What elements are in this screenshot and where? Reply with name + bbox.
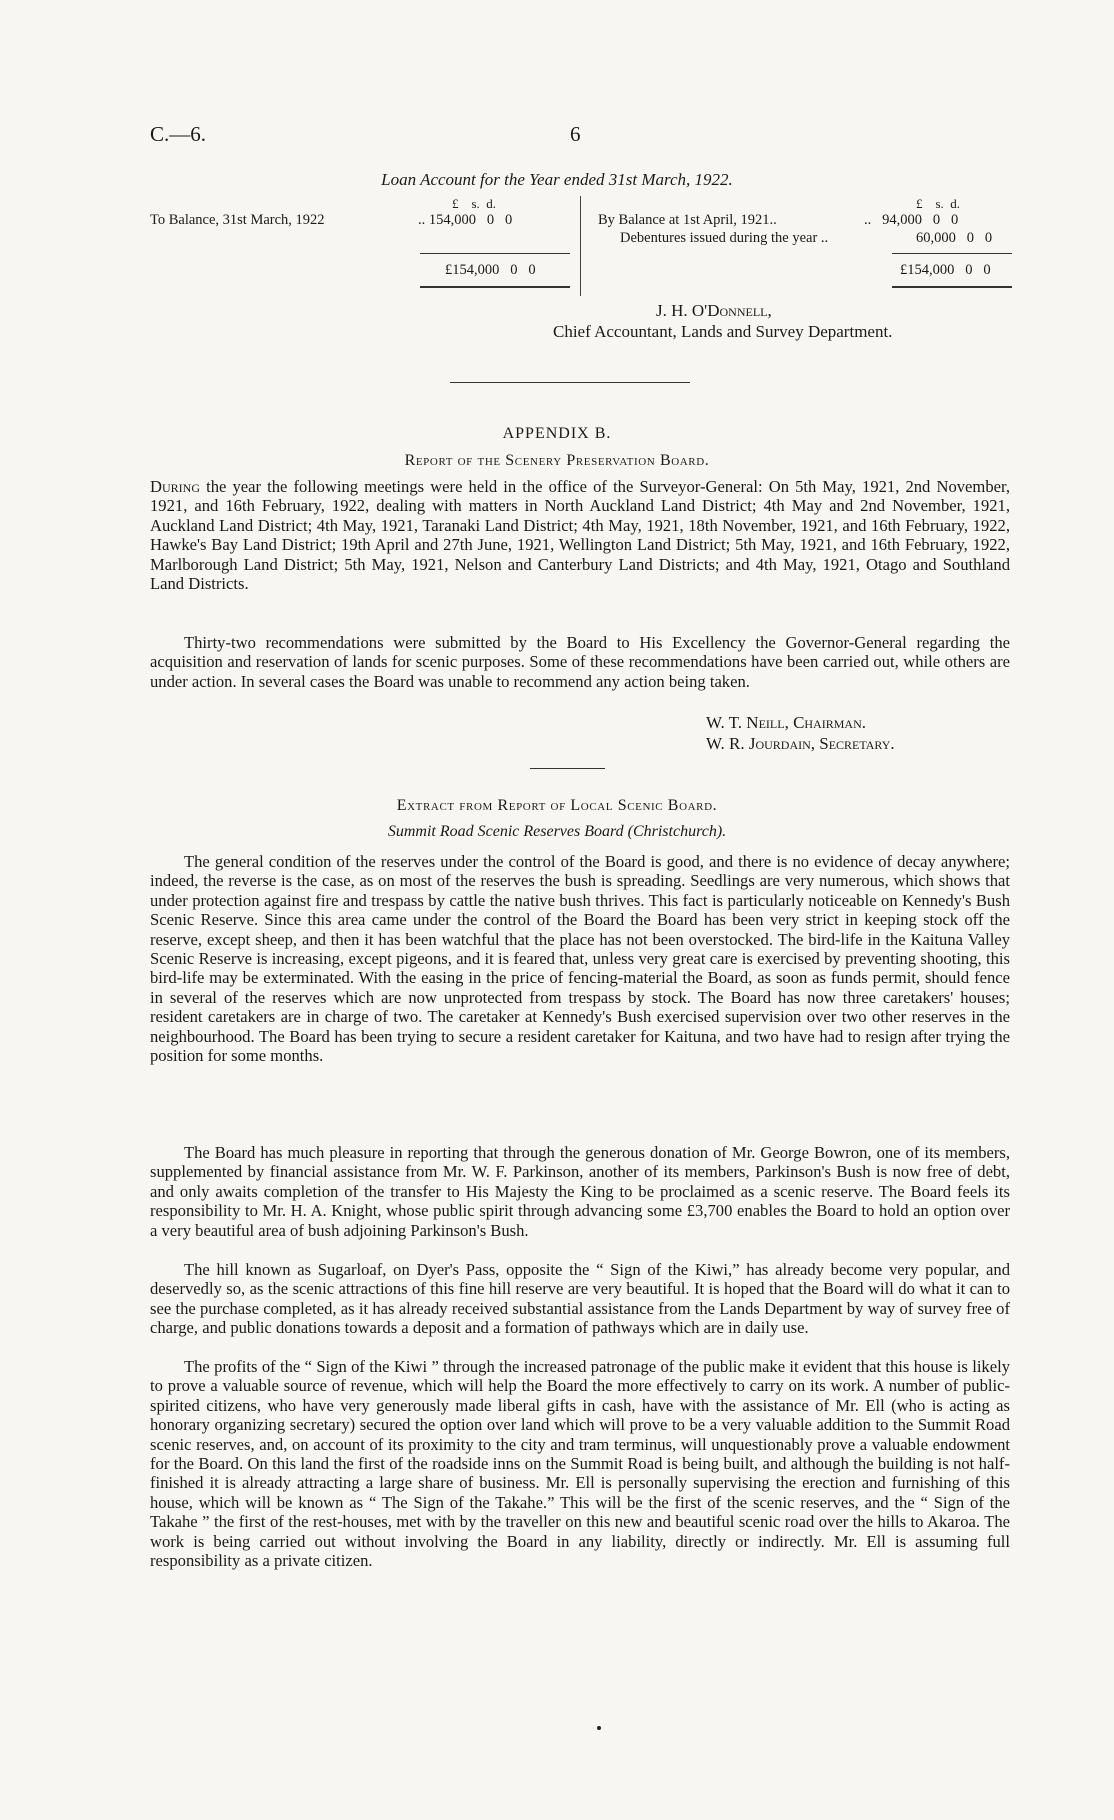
account-divider <box>580 196 581 296</box>
extract-subheading: Summit Road Scenic Reserves Board (Christchurch). <box>387 823 727 840</box>
left-entry-amount: .. 154,000 0 0 <box>418 212 513 228</box>
appendix-heading: APPENDIX B. <box>502 425 612 442</box>
right-entry-label-1: By Balance at 1st April, 1921.. <box>598 212 777 228</box>
page-number: 6 <box>570 122 581 146</box>
page-header <box>150 122 964 152</box>
chairman-signature: W. T. Neill, Chairman. <box>706 713 866 732</box>
extract-paragraph-1: The general condition of the reserves under the control of the Board is good, and there is no evidence of decay anywhere; indeed, the reverse is the case, as on most of the reserves the bush is spreading. Seedlings are very numerous, which shows that under protection against fire and trespass by cattle the native bush thrives. This fact is particularly noticeable on Kennedy's Bush Scenic Reserve. Since this area came under the control of the Board the Board has been very strict in keeping stock off the reserve, except sheep, and then it has been watchful that the place has not been overstocked. The bird-life in the Kaituna Valley Scenic Reserve is increasing, except pigeons, and it is feared that, unless very great care is exercised by preventing shooting, this bird-life may be exterminated. With the easing in the price of fencing-material the Board, as soon as funds permit, should fence in several of the reserves which are now unprotected from trespass by stock. The Board has now three caretakers' houses; resident caretakers are in charge of two. The caretaker at Kennedy's Bush exercised supervision over two other reserves in the neighbourhood. The Board has been trying to secure a resident caretaker for Kaituna, and two have had to resign after trying the position for some months. <box>150 852 1010 1066</box>
page-end-dot <box>597 1726 601 1730</box>
right-entry-label-2: Debentures issued during the year .. <box>620 230 829 246</box>
lead-word: During <box>150 477 200 496</box>
appendix-subheading: Report of the Scenery Preservation Board. <box>404 452 710 469</box>
right-subtotal-rule <box>892 253 1012 254</box>
section-divider-1 <box>450 382 690 383</box>
extract-paragraph-4: The profits of the “ Sign of the Kiwi ” through the increased patronage of the public make it evident that this house is likely to prove a valuable source of revenue, which will help the Board the more effectively to carry on its work. A number of public-spirited citizens, who have very generously made liberal gifts in cash, have with the assistance of Mr. Ell (who is acting as honorary organizing secretary) secured the option over land which will prove to be a very valuable addition to the Summit Road scenic reserves, and, on account of its proximity to the city and tram terminus, will unquestionably prove a valuable endowment for the Board. On this land the first of the roadside inns on the Summit Road is being built, and although the building is not half-finished it is already attracting a large share of business. Mr. Ell is personally supervising the erection and furnishing of this house, which will be known as “ The Sign of the Takahe.” This will be the first of the scenic reserves, and the “ Sign of the Takahe ” the first of the rest-houses, met with by the traveller on this new and beautiful scenic road over the hills to Akaroa. The work is being carried out without involving the Board in any liability, directly or indirectly. Mr. Ell is assuming full responsibility as a private citizen. <box>150 1357 1010 1571</box>
extract-paragraph-3: The hill known as Sugarloaf, on Dyer's Pass, opposite the “ Sign of the Kiwi,” has already become very popular, and deservedly so, as the scenic attractions of this fine hill reserve are very beautiful. It is hoped that the Board will do what it can to see the purchase completed, as it has already received substantial assistance from the Lands Department by way of survey free of charge, and public donations towards a deposit and a formation of pathways which are in daily use. <box>150 1260 1010 1338</box>
appendix-paragraph-1: During the year the following meetings were held in the office of the Surveyor-General: On 5th May, 1921, 2nd November, 1921, and 16th February, 1922, dealing with matters in North Auckland Land District; 4th May and 2nd November, 1921, Auckland Land District; 4th May, 1921, Taranaki Land District; 4th May, 1921, 18th November, 1921, and 16th February, 1922, Hawke's Bay Land District; 19th April and 27th June, 1921, Wellington Land District; 5th May, 1921, and 16th February, 1922, Marlborough Land District; 5th May, 1921, Nelson and Canterbury Land Districts; and 4th May, 1921, Otago and Southland Land Districts. <box>150 477 1010 594</box>
right-total: £154,000 0 0 <box>900 262 991 278</box>
right-entry-amount-2: 60,000 0 0 <box>916 230 993 246</box>
accountant-title: Chief Accountant, Lands and Survey Department. <box>553 322 893 341</box>
right-total-rule <box>892 286 1012 288</box>
secretary-signature: W. R. Jourdain, Secretary. <box>706 734 895 753</box>
appendix-paragraph-2: Thirty-two recommendations were submitted by the Board to His Excellency the Governor-General regarding the acquisition and reservation of lands for scenic purposes. Some of these recommendations have been carried out, while others are under action. In several cases the Board was unable to recommend any action being taken. <box>150 633 1010 691</box>
currency-header-left: £ s. d. <box>452 196 497 211</box>
section-divider-2 <box>530 768 605 769</box>
left-entry-label: To Balance, 31st March, 1922 <box>150 212 325 228</box>
left-total-rule <box>420 286 570 288</box>
currency-header-right: £ s. d. <box>916 196 961 211</box>
extract-heading: Extract from Report of Local Scenic Board. <box>396 797 718 814</box>
extract-paragraph-2: The Board has much pleasure in reporting that through the generous donation of Mr. George Bowron, one of its members, supplemented by financial assistance from Mr. W. F. Parkinson, another of its members, Parkinson's Bush is now free of debt, and only awaits completion of the transfer to His Majesty the King to be proclaimed as a scenic reserve. The Board feels its responsibility to Mr. H. A. Knight, whose public spirit through advancing some £3,700 enables the Board to hold an option over a very beautiful area of bush adjoining Parkinson's Bush. <box>150 1143 1010 1240</box>
loan-account-title: Loan Account for the Year ended 31st March, 1922. <box>381 170 733 189</box>
left-subtotal-rule <box>420 253 570 254</box>
right-entry-amount-1: .. 94,000 0 0 <box>864 212 959 228</box>
document-code: C.—6. <box>150 122 207 146</box>
left-total: £154,000 0 0 <box>445 262 536 278</box>
accountant-name: J. H. O'Donnell, <box>656 301 772 320</box>
